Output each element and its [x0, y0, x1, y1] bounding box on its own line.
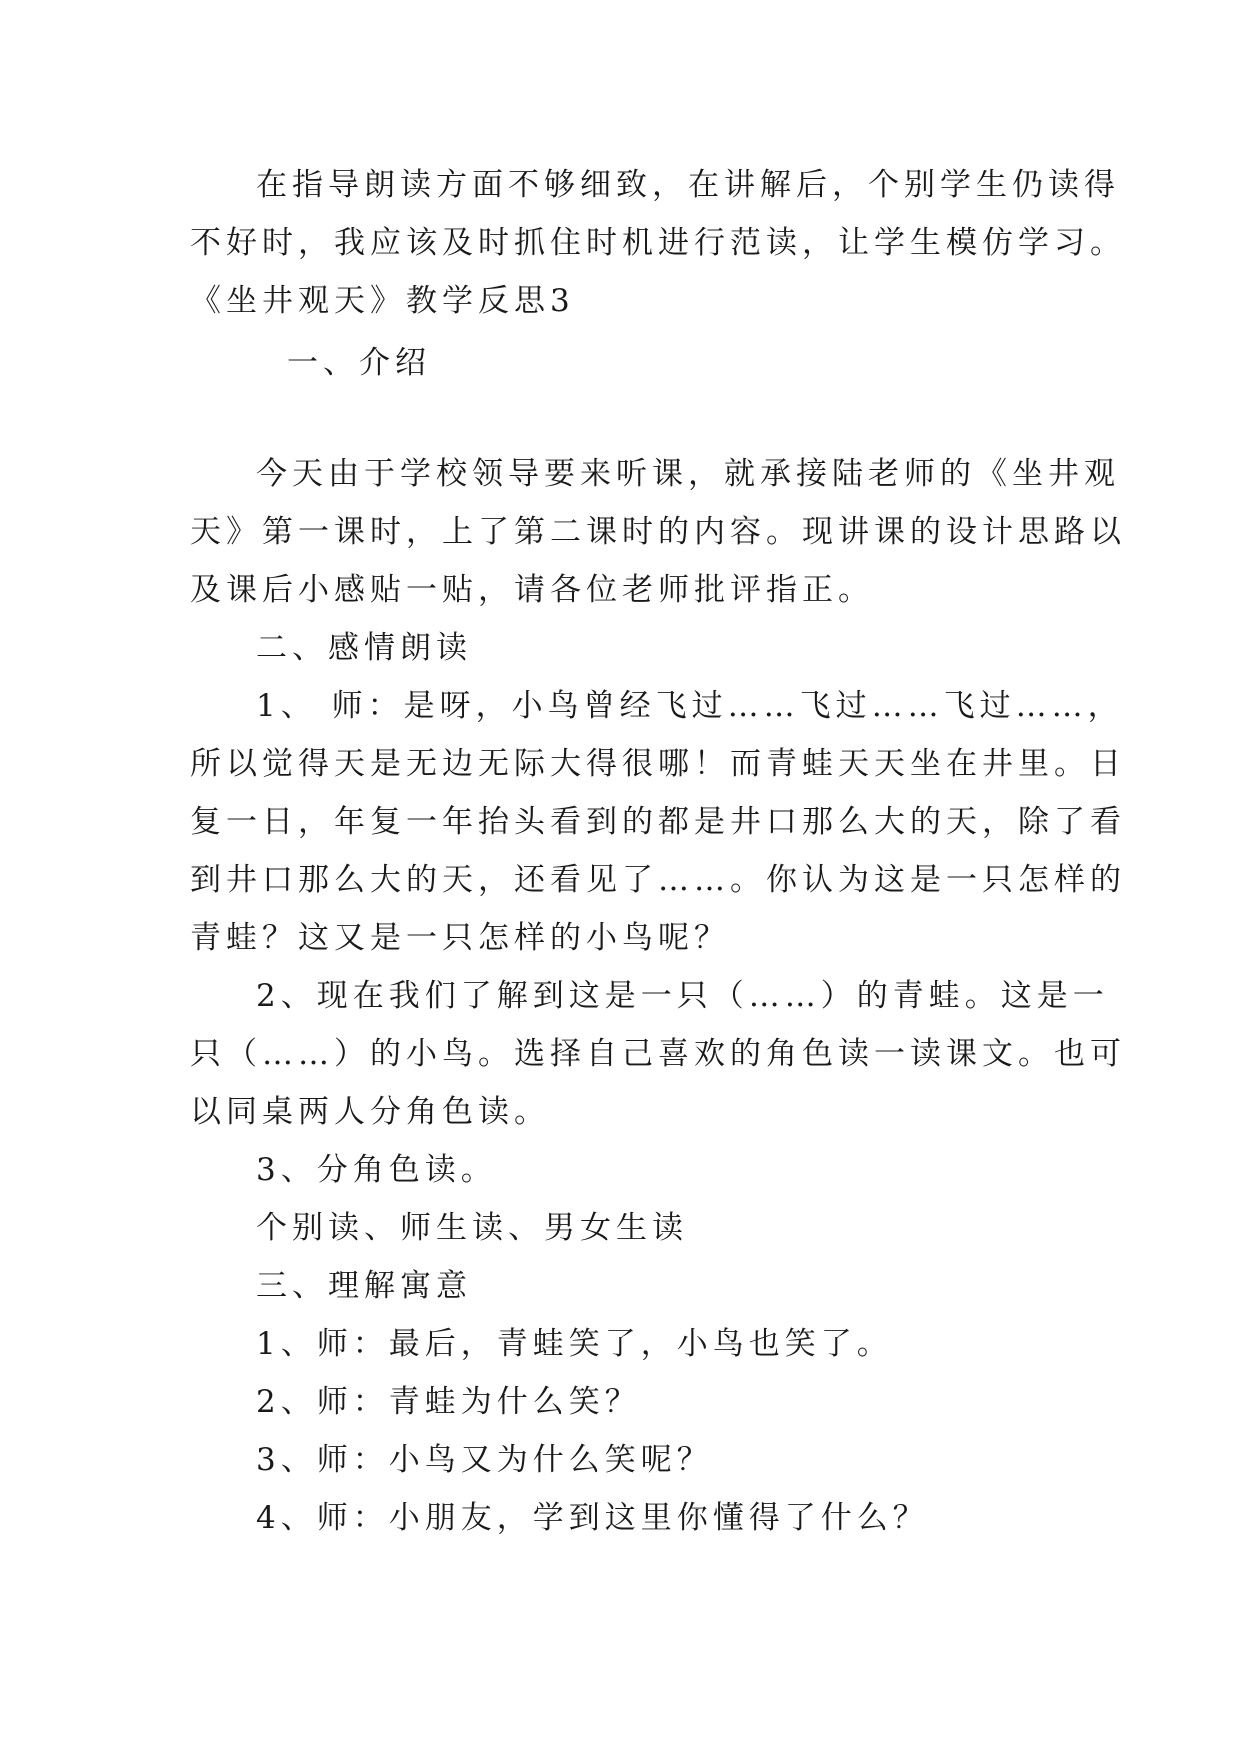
- paragraph-line: 只（……）的小鸟。选择自己喜欢的角色读一读课文。也可: [190, 1036, 1126, 1072]
- paragraph-line: 4、师：小朋友，学到这里你懂得了什么？: [256, 1500, 929, 1536]
- paragraph-line: 青蛙？这又是一只怎样的小鸟呢？: [190, 920, 730, 956]
- paragraph-line: 今天由于学校领导要来听课，就承接陆老师的《坐井观: [256, 456, 1120, 492]
- paragraph-line: 个别读、师生读、男女生读: [256, 1210, 688, 1246]
- paragraph-line: 2、现在我们了解到这是一只（……）的青蛙。这是一: [256, 978, 1109, 1014]
- heading-emotional-reading: 二、感情朗读: [256, 630, 472, 666]
- paragraph-line: 以同桌两人分角色读。: [190, 1094, 550, 1130]
- paragraph-line: 天》第一课时，上了第二课时的内容。现讲课的设计思路以: [190, 514, 1126, 550]
- heading-introduction: 一、介绍: [287, 345, 431, 381]
- paragraph-line: 到井口那么大的天，还看见了……。你认为这是一只怎样的: [190, 862, 1126, 898]
- paragraph-line: 复一日，年复一年抬头看到的都是井口那么大的天，除了看: [190, 804, 1126, 840]
- heading-understanding-moral: 三、理解寓意: [256, 1268, 472, 1304]
- paragraph-line: 2、师：青蛙为什么笑？: [256, 1384, 641, 1420]
- section-title: 《坐井观天》教学反思3: [190, 283, 575, 319]
- paragraph-line: 1、 师：是呀，小鸟曾经飞过……飞过……飞过……，: [256, 688, 1124, 724]
- paragraph-line: 所以觉得天是无边无际大得很哪！而青蛙天天坐在井里。日: [190, 746, 1126, 782]
- paragraph-line: 1、师：最后，青蛙笑了，小鸟也笑了。: [256, 1326, 893, 1362]
- paragraph-line: 3、师：小鸟又为什么笑呢？: [256, 1442, 713, 1478]
- paragraph-line: 3、分角色读。: [256, 1152, 497, 1188]
- paragraph-line: 不好时，我应该及时抓住时机进行范读，让学生模仿学习。: [190, 225, 1126, 261]
- paragraph-line: 在指导朗读方面不够细致，在讲解后，个别学生仍读得: [256, 167, 1120, 203]
- paragraph-line: 及课后小感贴一贴，请各位老师批评指正。: [190, 572, 874, 608]
